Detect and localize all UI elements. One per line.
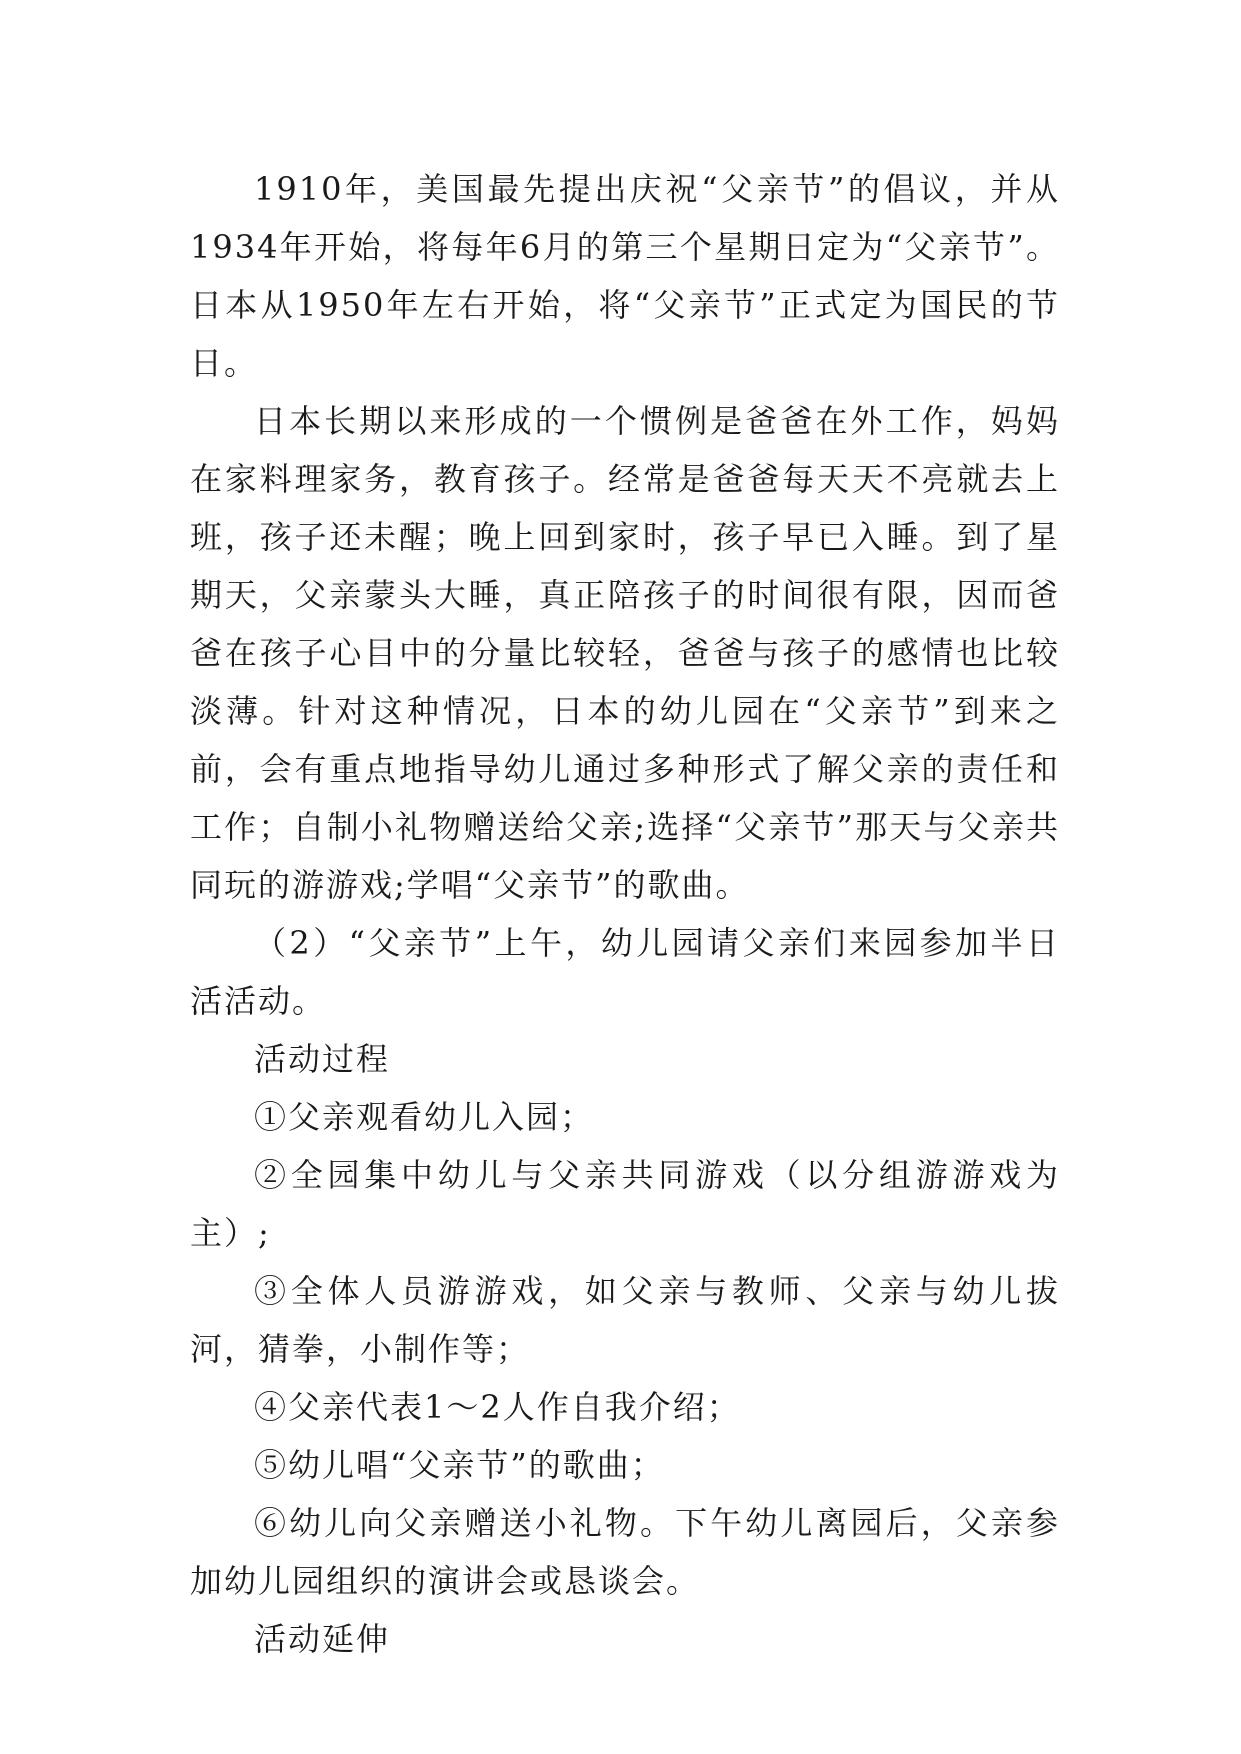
list-item: ②全园集中幼儿与父亲共同游戏（以分组游游戏为主）; bbox=[190, 1156, 1060, 1252]
section-heading-process: 活动过程 bbox=[254, 1040, 391, 1078]
section-heading-extension: 活动延伸 bbox=[254, 1620, 391, 1658]
list-item: ⑥幼儿向父亲赠送小礼物。下午幼儿离园后，父亲参加幼儿园组织的演讲会或恳谈会。 bbox=[190, 1504, 1060, 1600]
list-item: ③全体人员游游戏，如父亲与教师、父亲与幼儿拔河，猜拳，小制作等； bbox=[190, 1272, 1060, 1368]
list-item: ④父亲代表1～2人作自我介绍； bbox=[254, 1388, 741, 1426]
paragraph-background: 日本长期以来形成的一个惯例是爸爸在外工作，妈妈在家料理家务，教育孩子。经常是爸爸每天天不亮就去上班，孩子还未醒；晚上回到家时，孩子早已入睡。到了星期天，父亲蒙头大睡，真正陪孩子的时间很有限，因而爸爸在孩子心目中的分量比较轻，爸爸与孩子的感情也比较淡薄。针对这种情况，日本的幼儿园在“父亲节”到来之前，会有重点地指导幼儿通过多种形式了解父亲的责任和工作；自制小礼物赠送给父亲;选择“父亲节”那天与父亲共同玩的游游戏;学唱“父亲节”的歌曲。 bbox=[190, 402, 1060, 904]
list-item: ⑤幼儿唱“父亲节”的歌曲； bbox=[254, 1446, 665, 1484]
paragraph-event-intro: （2）“父亲节”上午，幼儿园请父亲们来园参加半日活活动。 bbox=[190, 924, 1060, 1020]
paragraph-history: 1910年，美国最先提出庆祝“父亲节”的倡议，并从1934年开始，将每年6月的第三个星期日定为“父亲节”。日本从1950年左右开始，将“父亲节”正式定为国民的节日。 bbox=[190, 170, 1060, 382]
document-body bbox=[190, 160, 1060, 1668]
list-item: ①父亲观看幼儿入园； bbox=[254, 1098, 595, 1136]
